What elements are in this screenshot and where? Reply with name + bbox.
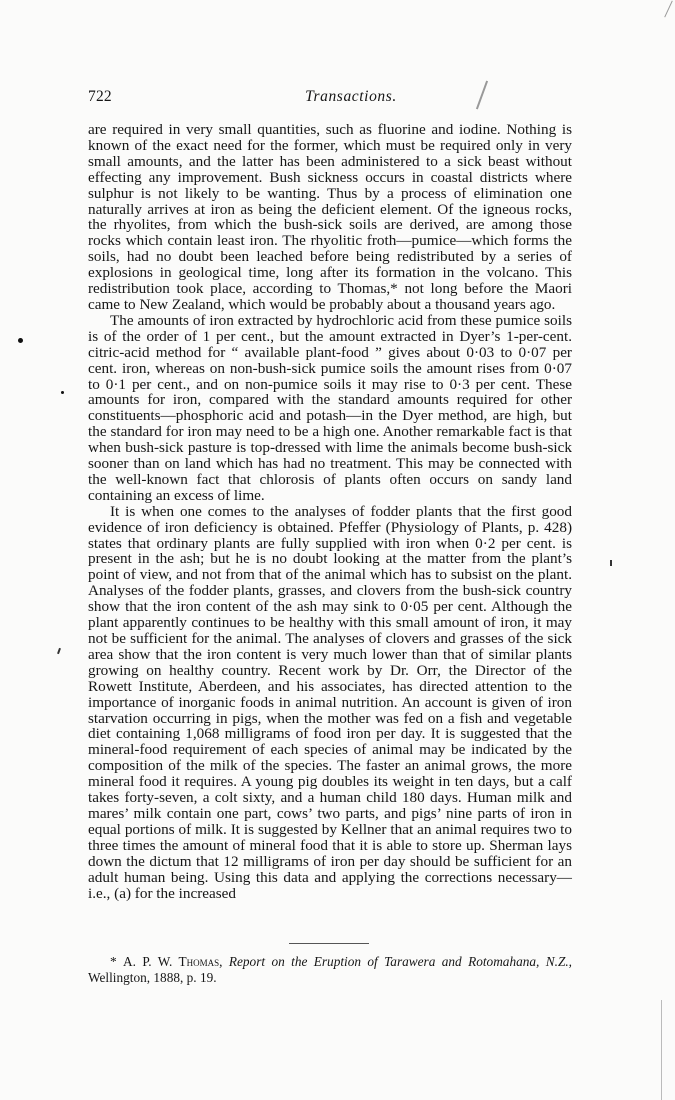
paragraph-iron-extraction: The amounts of iron extracted by hydrochloric acid from these pumice soils is of the order of 1 per cent., but the amount extracted in Dyer’s 1-per-cent. citric-acid method for “ available plant-food ” gives about 0·03 to 0·07 per cent. iron, whereas on non-bush-sick pumice soils the amount rises from 0·07 to 0·1 per cent., and on non-pumice soils it may rise to 0·3 per cent. These amounts for iron, compared with the standard amounts required for other constituents—phosphoric acid and potash—in the Dyer method, are high, but the standard for iron may need to be a high one. Another remarkable fact is that when bush-sick pasture is top-dressed with lime the animals become bush-sick sooner than on land which has had no treatment. This may be connected with the well-known fact that chlorosis of plants often occurs on sandy land containing an excess of lime. (88, 311, 572, 504)
paragraph-fodder-analysis: It is when one comes to the analyses of fodder plants that the first good evidence of iron deficiency is obtained. Pfeffer (Physiology of Plants, p. 428) states that ordinary plants are fully supplied with iron when 0·2 per cent. is present in the ash; but he is no doubt looking at the matter from the plant’s point of view, and not from that of the animal which has to subsist on the plant. Analyses of the fodder plants, grasses, and clovers from the bush-sick country show that the iron content of the ash may sink to 0·05 per cent. Although the plant apparently continues to be healthy with this small amount of iron, it may not be sufficient for the animal. The analyses of clovers and grasses of the sick area show that the iron content is very much lower than that of similar plants growing on healthy country. Recent work by Dr. Orr, the Director of the Rowett Institute, Aberdeen, and his associates, has directed attention to the importance of inorganic foods in animal nutrition. An account is given of iron starvation occurring in pigs, when the mother was fed on a fish and vegetable diet containing 1,068 milligrams of food iron per day. It is suggested that the mineral-food requirement of each species of animal may be indicated by the composition of the milk of the species. The faster an animal grows, the more mineral food it requires. A young pig doubles its weight in ten days, but a calf takes forty-seven, a colt sixty, and a human child 180 days. Human milk and mares’ milk contain one part, cows’ two parts, and pigs’ nine parts of iron in equal portions of milk. It is suggested by Kellner that an animal requires two to three times the amount of mineral food that it is able to store up. Sherman lays down the dictum that 12 milligrams of iron per day should be sufficient for an adult human being. Using this data and applying the corrections necessary—i.e., (a) for the increased (88, 502, 572, 902)
footnote-marker: * (110, 954, 124, 969)
main-text (88, 122, 572, 901)
scan-mark (57, 648, 61, 654)
scan-mark (610, 560, 612, 566)
footnote-divider (289, 943, 369, 944)
footnote-rest: Wellington, 1888, p. 19. (88, 969, 217, 985)
footnote-title: Report on the Eruption of Tarawera and Rotomahana, N.Z., (228, 954, 572, 969)
scan-dot (61, 391, 64, 394)
running-title: Transactions. (305, 88, 397, 105)
scan-dot (18, 338, 23, 343)
page-number: 722 (88, 88, 112, 105)
paragraph-continued: are required in very small quantities, such as fluorine and iodine. Nothing is known of the exact need for the former, which must be required only in very small amounts, and the latter has been administered to a sick beast without effecting any improvement. Bush sickness occurs in coastal districts where sulphur is not likely to be wanting. Thus by a process of elimination one naturally arrives at iron as being the deficient element. Of the igneous rocks, the rhyolites, from which the bush-sick soils are derived, are among those rocks which contain least iron. The rhyolitic froth—pumice—which forms the soils, had no doubt been leached before being redistributed by a series of explosions in geological time, long after its formation in the volcano. This redistribution took place, according to Thomas,* not long before the Maori came to New Zealand, which would be probably about a thousand years ago. (88, 121, 572, 313)
scan-mark (664, 1, 673, 18)
footnote-author: A. P. W. Thomas, (123, 954, 223, 969)
footnote (88, 954, 572, 985)
scan-edge-line (661, 1000, 662, 1100)
page-header (88, 88, 572, 110)
